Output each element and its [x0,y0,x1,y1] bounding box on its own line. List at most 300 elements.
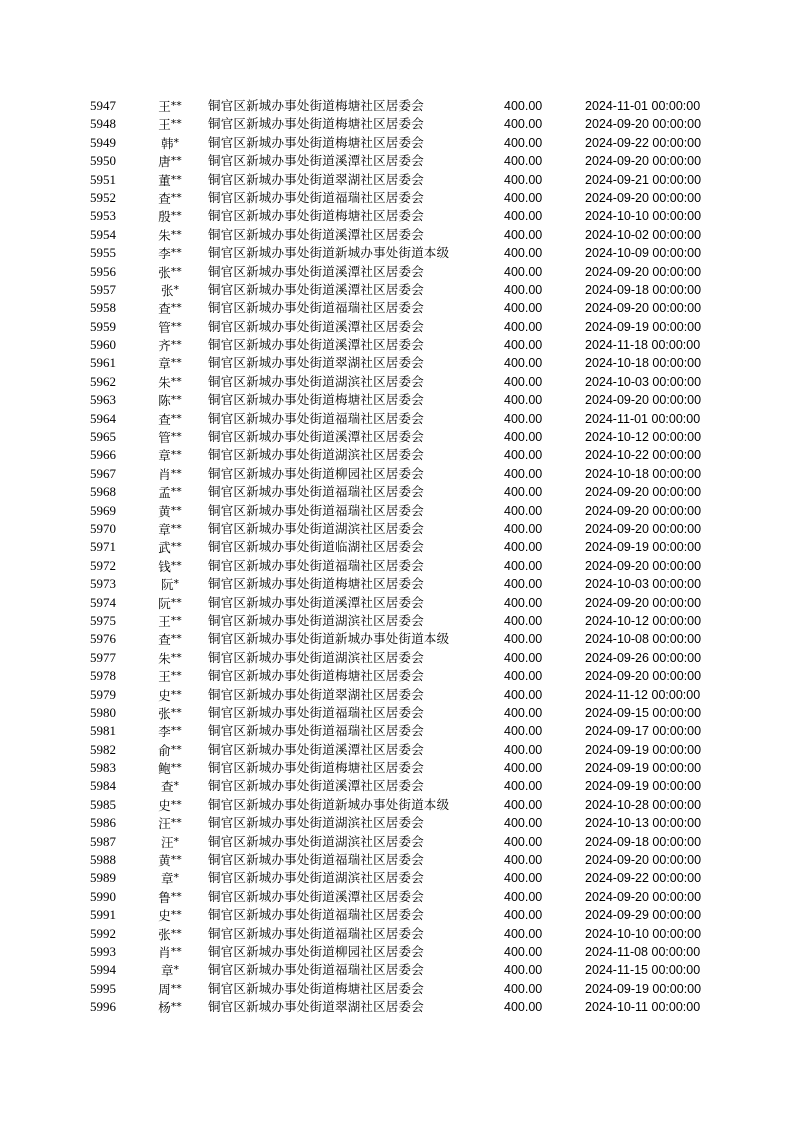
row-id: 5987 [90,833,116,849]
surname: 陈 [158,393,171,409]
amount: 400.00 [504,944,543,959]
organization: 铜官区新城办事处街道湖滨社区居委会 [208,447,424,463]
table-row [0,354,793,372]
name-mask: * [173,834,179,848]
payment-date: 2024-09-20 00:00:00 [585,301,702,316]
row-id: 5949 [90,134,116,150]
name-mask: * [173,963,179,977]
table-row [0,391,793,409]
organization: 铜官区新城办事处街道溪潭社区居委会 [208,153,424,169]
table-row [0,686,793,704]
payment-date: 2024-09-20 00:00:00 [585,503,702,518]
amount: 400.00 [504,503,543,518]
surname: 王 [158,117,171,133]
surname: 王 [158,669,171,685]
surname: 汪 [160,834,174,850]
name-mask: ** [170,99,182,112]
recipient-name [150,354,190,373]
amount: 400.00 [504,577,543,592]
amount: 400.00 [504,761,543,776]
row-id: 5996 [90,999,116,1015]
table-row [0,630,793,648]
amount: 400.00 [504,558,543,573]
name-mask: ** [170,521,182,535]
row-id: 5980 [90,704,116,720]
surname: 张 [160,282,174,298]
surname: 查 [158,190,171,206]
organization: 铜官区新城办事处街道福瑞社区居委会 [208,557,424,573]
row-id: 5959 [90,318,116,334]
name-mask: ** [170,613,182,627]
payment-date: 2024-11-01 00:00:00 [585,99,701,113]
recipient-name [150,612,190,631]
amount: 400.00 [504,816,543,831]
name-mask: ** [170,264,182,278]
surname: 管 [158,430,171,446]
surname: 肖 [158,466,171,482]
table-row [0,851,793,869]
table-row [0,281,793,299]
surname: 钱 [158,558,171,574]
table-row [0,538,793,556]
row-id: 5982 [90,741,116,757]
recipient-name [150,189,190,208]
recipient-name [150,980,190,999]
name-mask: ** [170,797,182,811]
table-row [0,925,793,943]
payment-date: 2024-09-19 00:00:00 [585,761,702,776]
amount: 400.00 [504,521,543,536]
row-id: 5990 [90,888,116,904]
payment-date: 2024-10-02 00:00:00 [585,227,702,242]
organization: 铜官区新城办事处街道福瑞社区居委会 [208,907,424,923]
recipient-name [150,446,190,465]
organization: 铜官区新城办事处街道福瑞社区居委会 [208,852,424,868]
table-row [0,115,793,133]
name-mask: ** [170,117,182,131]
table-row [0,465,793,483]
surname: 韩 [160,135,174,151]
recipient-name [150,998,190,1017]
recipient-name [150,483,190,502]
amount: 400.00 [504,705,543,720]
row-id: 5978 [90,668,116,684]
surname: 朱 [158,650,171,666]
organization: 铜官区新城办事处街道福瑞社区居委会 [208,502,424,518]
name-mask: ** [170,981,182,995]
surname: 李 [158,246,171,262]
table-row [0,207,793,225]
surname: 管 [158,319,171,335]
row-id: 5964 [90,410,116,426]
surname: 鲍 [158,761,171,777]
surname: 李 [158,724,171,740]
payment-date: 2024-10-12 00:00:00 [585,613,702,628]
recipient-name [150,520,190,539]
name-mask: ** [170,209,182,223]
amount: 400.00 [504,485,543,500]
name-mask: ** [170,448,182,462]
amount: 400.00 [504,540,543,555]
row-id: 5966 [90,447,116,463]
row-id: 5967 [90,465,116,481]
surname: 史 [158,908,171,924]
table-row [0,777,793,795]
row-id: 5953 [90,208,116,224]
surname: 阮 [160,577,174,593]
table-row [0,152,793,170]
row-id: 5947 [90,98,116,113]
organization: 铜官区新城办事处街道福瑞社区居委会 [208,410,424,426]
organization: 铜官区新城办事处街道溪潭社区居委会 [208,281,424,297]
payment-date: 2024-09-18 00:00:00 [585,834,702,849]
surname: 章 [160,963,174,979]
organization: 铜官区新城办事处街道湖滨社区居委会 [208,815,424,831]
row-id: 5957 [90,281,116,297]
amount: 400.00 [504,338,543,353]
payment-date: 2024-11-01 00:00:00 [585,411,701,426]
payment-date: 2024-09-20 00:00:00 [585,521,702,536]
organization: 铜官区新城办事处街道梅塘社区居委会 [208,760,424,776]
table-row [0,446,793,464]
payment-date: 2024-11-15 00:00:00 [585,963,701,978]
amount: 400.00 [504,687,543,702]
table-row [0,906,793,924]
surname: 王 [158,613,171,629]
recipient-name [150,502,190,521]
recipient-name [150,373,190,392]
name-mask: ** [170,227,182,241]
row-id: 5962 [90,373,116,389]
organization: 铜官区新城办事处街道新城办事处街道本级 [208,245,450,261]
organization: 铜官区新城办事处街道湖滨社区居委会 [208,833,424,849]
row-id: 5960 [90,337,116,353]
recipient-name [150,115,190,134]
surname: 王 [158,99,171,114]
surname: 朱 [158,374,171,390]
payment-date: 2024-09-15 00:00:00 [585,705,702,720]
table-row [0,483,793,501]
row-id: 5950 [90,153,116,169]
surname: 黄 [158,503,171,519]
organization: 铜官区新城办事处街道溪潭社区居委会 [208,741,424,757]
table-row [0,759,793,777]
organization: 铜官区新城办事处街道湖滨社区居委会 [208,870,424,886]
table-row [0,722,793,740]
organization: 铜官区新城办事处街道新城办事处街道本级 [208,796,450,812]
recipient-name [150,777,190,796]
payment-date: 2024-09-17 00:00:00 [585,724,702,739]
surname: 杨 [158,1000,171,1016]
name-mask: ** [170,742,182,756]
row-id: 5955 [90,245,116,261]
organization: 铜官区新城办事处街道湖滨社区居委会 [208,649,424,665]
surname: 章 [160,871,174,887]
payment-date: 2024-10-08 00:00:00 [585,632,702,647]
surname: 孟 [158,485,171,501]
amount: 400.00 [504,466,543,481]
organization: 铜官区新城办事处街道福瑞社区居委会 [208,189,424,205]
recipient-name [150,667,190,686]
recipient-name [150,336,190,355]
recipient-name [150,152,190,171]
payment-date: 2024-10-10 00:00:00 [585,926,702,941]
payment-date: 2024-10-13 00:00:00 [585,816,702,831]
surname: 查 [158,411,171,427]
payment-date: 2024-09-20 00:00:00 [585,264,702,279]
organization: 铜官区新城办事处街道翠湖社区居委会 [208,999,424,1015]
organization: 铜官区新城办事处街道柳园社区居委会 [208,465,424,481]
recipient-name [150,318,190,337]
organization: 铜官区新城办事处街道福瑞社区居委会 [208,723,424,739]
payment-date: 2024-09-22 00:00:00 [585,135,702,150]
organization: 铜官区新城办事处街道福瑞社区居委会 [208,300,424,316]
organization: 铜官区新城办事处街道梅塘社区居委会 [208,980,424,996]
name-mask: ** [170,485,182,499]
recipient-name [150,299,190,318]
amount: 400.00 [504,448,543,463]
table-row [0,557,793,575]
recipient-name [150,888,190,907]
payment-date: 2024-10-28 00:00:00 [585,797,702,812]
recipient-name [150,594,190,613]
row-id: 5977 [90,649,116,665]
row-id: 5991 [90,907,116,923]
row-id: 5995 [90,980,116,996]
row-id: 5973 [90,576,116,592]
table-row [0,299,793,317]
name-mask: ** [170,503,182,517]
surname: 齐 [158,338,171,354]
surname: 章 [158,521,171,537]
name-mask: ** [170,466,182,480]
recipient-name [150,925,190,944]
organization: 铜官区新城办事处街道梅塘社区居委会 [208,134,424,150]
payment-date: 2024-09-20 00:00:00 [585,190,702,205]
row-id: 5968 [90,484,116,500]
amount: 400.00 [504,669,543,684]
amount: 400.00 [504,430,543,445]
row-id: 5956 [90,263,116,279]
amount: 400.00 [504,356,543,371]
amount: 400.00 [504,411,543,426]
organization: 铜官区新城办事处街道溪潭社区居委会 [208,594,424,610]
table-row [0,998,793,1016]
row-id: 5986 [90,815,116,831]
organization: 铜官区新城办事处街道翠湖社区居委会 [208,686,424,702]
surname: 武 [158,540,171,556]
organization: 铜官区新城办事处街道溪潭社区居委会 [208,888,424,904]
name-mask: ** [170,816,182,830]
payment-date: 2024-11-08 00:00:00 [585,944,701,959]
row-id: 5983 [90,760,116,776]
organization: 铜官区新城办事处街道福瑞社区居委会 [208,962,424,978]
amount: 400.00 [504,209,543,224]
recipient-name [150,722,190,741]
name-mask: ** [170,172,182,186]
amount: 400.00 [504,117,543,132]
name-mask: ** [170,154,182,168]
payment-date: 2024-10-18 00:00:00 [585,466,702,481]
amount: 400.00 [504,374,543,389]
recipient-name [150,814,190,833]
row-id: 5993 [90,943,116,959]
payment-date: 2024-09-26 00:00:00 [585,650,702,665]
row-id: 5992 [90,925,116,941]
table-row [0,575,793,593]
name-mask: ** [170,687,182,701]
amount: 400.00 [504,632,543,647]
amount: 400.00 [504,99,543,113]
surname: 查 [160,779,174,795]
table-row [0,594,793,612]
name-mask: ** [170,632,182,646]
recipient-name [150,833,190,852]
amount: 400.00 [504,319,543,334]
recipient-name [150,171,190,190]
name-mask: ** [170,430,182,444]
recipient-name [150,428,190,447]
name-mask: ** [170,356,182,370]
payment-date: 2024-09-20 00:00:00 [585,154,702,169]
amount: 400.00 [504,853,543,868]
surname: 董 [158,172,171,188]
amount: 400.00 [504,650,543,665]
recipient-name [150,465,190,484]
recipient-name [150,281,190,300]
amount: 400.00 [504,227,543,242]
recipient-name [150,391,190,410]
payment-date: 2024-11-12 00:00:00 [585,687,701,702]
row-id: 5979 [90,686,116,702]
row-id: 5970 [90,520,116,536]
payment-date: 2024-09-19 00:00:00 [585,742,702,757]
organization: 铜官区新城办事处街道溪潭社区居委会 [208,263,424,279]
surname: 鲁 [158,889,171,905]
payment-date: 2024-09-19 00:00:00 [585,779,702,794]
amount: 400.00 [504,981,543,996]
table-row [0,318,793,336]
payment-date: 2024-10-18 00:00:00 [585,356,702,371]
row-id: 5948 [90,116,116,132]
name-mask: ** [170,540,182,554]
name-mask: ** [170,595,182,609]
recipient-name [150,226,190,245]
payment-date: 2024-10-12 00:00:00 [585,430,702,445]
organization: 铜官区新城办事处街道梅塘社区居委会 [208,116,424,132]
name-mask: ** [170,558,182,572]
table-row [0,869,793,887]
amount: 400.00 [504,595,543,610]
payment-date: 2024-10-22 00:00:00 [585,448,702,463]
surname: 俞 [158,742,171,758]
amount: 400.00 [504,1000,543,1015]
recipient-name [150,649,190,668]
organization: 铜官区新城办事处街道梅塘社区居委会 [208,98,424,113]
row-id: 5952 [90,189,116,205]
row-id: 5976 [90,631,116,647]
recipient-name [150,244,190,263]
payment-date: 2024-09-21 00:00:00 [585,172,702,187]
table-row [0,263,793,281]
payment-table [0,97,793,1017]
name-mask: ** [170,853,182,867]
surname: 周 [158,981,171,997]
surname: 张 [158,264,171,280]
row-id: 5994 [90,962,116,978]
table-row [0,428,793,446]
recipient-name [150,630,190,649]
surname: 阮 [158,595,171,611]
recipient-name [150,869,190,888]
payment-date: 2024-09-20 00:00:00 [585,393,702,408]
surname: 朱 [158,227,171,243]
payment-date: 2024-09-22 00:00:00 [585,871,702,886]
recipient-name [150,704,190,723]
table-row [0,373,793,391]
table-row [0,226,793,244]
recipient-name [150,410,190,429]
surname: 查 [158,632,171,648]
name-mask: * [173,282,179,296]
organization: 铜官区新城办事处街道湖滨社区居委会 [208,520,424,536]
table-row [0,336,793,354]
row-id: 5981 [90,723,116,739]
table-row [0,888,793,906]
name-mask: ** [170,338,182,352]
amount: 400.00 [504,724,543,739]
amount: 400.00 [504,613,543,628]
recipient-name [150,686,190,705]
row-id: 5965 [90,429,116,445]
surname: 史 [158,687,171,703]
amount: 400.00 [504,834,543,849]
amount: 400.00 [504,246,543,261]
recipient-name [150,741,190,760]
recipient-name [150,906,190,925]
surname: 殷 [158,209,171,225]
payment-date: 2024-09-20 00:00:00 [585,595,702,610]
name-mask: * [173,135,179,149]
name-mask: ** [170,944,182,958]
table-row [0,943,793,961]
amount: 400.00 [504,282,543,297]
surname: 肖 [158,944,171,960]
organization: 铜官区新城办事处街道梅塘社区居委会 [208,392,424,408]
organization: 铜官区新城办事处街道福瑞社区居委会 [208,704,424,720]
row-id: 5971 [90,539,116,555]
amount: 400.00 [504,963,543,978]
name-mask: ** [170,724,182,738]
payment-date: 2024-09-20 00:00:00 [585,117,702,132]
organization: 铜官区新城办事处街道溪潭社区居委会 [208,226,424,242]
name-mask: ** [170,650,182,664]
amount: 400.00 [504,264,543,279]
row-id: 5951 [90,171,116,187]
row-id: 5961 [90,355,116,371]
organization: 铜官区新城办事处街道福瑞社区居委会 [208,925,424,941]
table-row [0,189,793,207]
table-row [0,410,793,428]
row-id: 5954 [90,226,116,242]
amount: 400.00 [504,797,543,812]
name-mask: * [173,871,179,885]
surname: 黄 [158,853,171,869]
table-row [0,833,793,851]
name-mask: * [173,779,179,793]
name-mask: ** [170,319,182,333]
surname: 史 [158,797,171,813]
